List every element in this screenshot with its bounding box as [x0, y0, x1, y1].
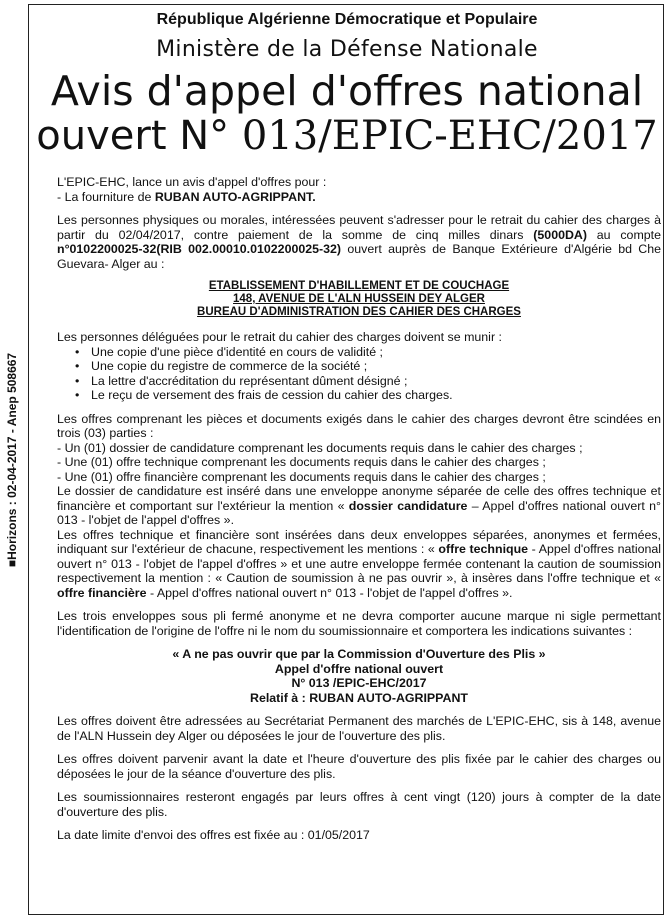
list-item: • Une copie d'une pièce d'identité en cours de validité ;: [75, 345, 661, 360]
tender-number: 013/EPIC-EHC/2017: [241, 113, 658, 159]
republic-line: République Algérienne Démocratique et Populaire: [156, 11, 538, 28]
publication-side-label: [0, 300, 24, 620]
list-item: • La lettre d'accréditation du représentant dûment désigné ;: [75, 374, 661, 389]
adresse-offres-paragraph: Les offres doivent être adressées au Secrétariat Permanent des marchés de L'EPIC-EHC, sis à 148, avenue de l'ALN Hussein dey Alger ou déposées le jour de l'ouverture des plis.: [57, 714, 661, 743]
notice-title-line2: [29, 113, 665, 159]
ministry-line: Ministère de la Défense Nationale: [156, 37, 538, 62]
enveloppes-paragraph: Les offres technique et financière sont insérées dans deux enveloppes séparées, anonymes et fermées, indiquant sur l'extérieur de chacune, respectivement les mentions : « offre technique - Appel d'offres national ouvert n° 013 - l'objet de l'appel d'offres » et une autre enveloppe fermée contenant la caution de soumission respectivement la mention : « Caution de soumission à ne pas ouvrir », à insères dans l'offre technique et « offre financière - Appel d'offres national ouvert n° 013 - l'objet de l'appel d'offres ».: [57, 527, 662, 600]
notice-body: [57, 175, 661, 852]
list-item: • Le reçu de versement des frais de cession du cahier des charges.: [75, 388, 661, 403]
list-item: • Une copie du registre de commerce de la société ;: [75, 359, 661, 374]
bank-account: n°0102200025-32(RIB 002.00010.0102200025-32): [57, 242, 342, 256]
trois-enveloppes-paragraph: Les trois enveloppes sous pli fermé anonyme et ne devra comporter aucune marque ni sigle permettant l'identification de l'origine de l'offre ni le nom du soumissionnaire et comportera les indications suivantes :: [57, 609, 661, 638]
intro-supply-line: - La fourniture de RUBAN AUTO-AGRIPPANT.: [57, 189, 316, 204]
engagement-paragraph: Les soumissionnaires resteront engagés par leurs offres à cent vingt (120) jours à compter de la date d'ouverture des plis.: [57, 790, 661, 819]
offres-parts: - Un (01) dossier de candidature comprenant les documents requis dans le cahier des charges ; - Une (01) offre technique comprenant les documents requis dans le cahier des charges ; - Une (01) offre financière comprenant les documents requis dans le cahier des charges ;: [57, 440, 583, 484]
fee-amount: (5000DA): [533, 227, 587, 242]
side-label-text: ■Horizons : 02-04-2017 - Anep 508667: [5, 352, 20, 568]
delai-paragraph: Les offres doivent parvenir avant la date et l'heure d'ouverture des plis fixée par le cahier des charges ou déposées le jour de la séance d'ouverture des plis.: [57, 752, 661, 781]
retrait-paragraph: Les personnes physiques ou morales, intéressées peuvent s'adresser pour le retrait du cahier des charges à partir du 02/04/2017, contre paiement de la somme de cinq milles dinars (5000DA) au compte n°0102200025-32(RIB 002.00010.0102200025-32) ouvert auprès de Banque Extérieure d'Algérie bd Che Guevara- Alger au :: [57, 213, 661, 271]
dossier-paragraph: Le dossier de candidature est inséré dans une enveloppe anonyme séparée de celle des offres technique et financière et comportant sur l'extérieur la mention « dossier candidature – Appel d'offres national ouvert n° 013 - l'objet de l'appel d'offres ».: [57, 484, 661, 527]
delegues-intro: Les personnes déléguées pour le retrait du cahier des charges doivent se munir :: [57, 330, 502, 344]
offres-intro: Les offres comprenant les pièces et documents exigés dans le cahier des charges devront être scindées en trois (03) parties :: [57, 411, 661, 440]
date-limite-paragraph: La date limite d'envoi des offres est fixée au : 01/05/2017: [57, 828, 370, 842]
title-prefix: ouvert N°: [36, 113, 230, 159]
address-block: ETABLISSEMENT D'HABILLEMENT ET DE COUCHAGE 148, AVENUE DE L'ALN HUSSEIN DEY ALGER BUREAU D'ADMINISTRATION DES CAHIER DES CHARGES: [197, 280, 521, 318]
delegues-list: [75, 345, 661, 403]
intro-paragraph: [57, 175, 661, 204]
envelope-reference-block: « A ne pas ouvrir que par la Commission d'Ouverture des Plis » Appel d'offre national ouvert N° 013 /EPIC-EHC/2017 Relatif à : RUBAN AUTO-AGRIPPANT: [172, 647, 546, 705]
notice-title-line1: Avis d'appel d'offres national: [50, 67, 644, 115]
product-name: RUBAN AUTO-AGRIPPANT.: [154, 189, 316, 204]
notice-frame: [28, 4, 664, 915]
intro-line: L'EPIC-EHC, lance un avis d'appel d'offres pour :: [57, 175, 327, 189]
